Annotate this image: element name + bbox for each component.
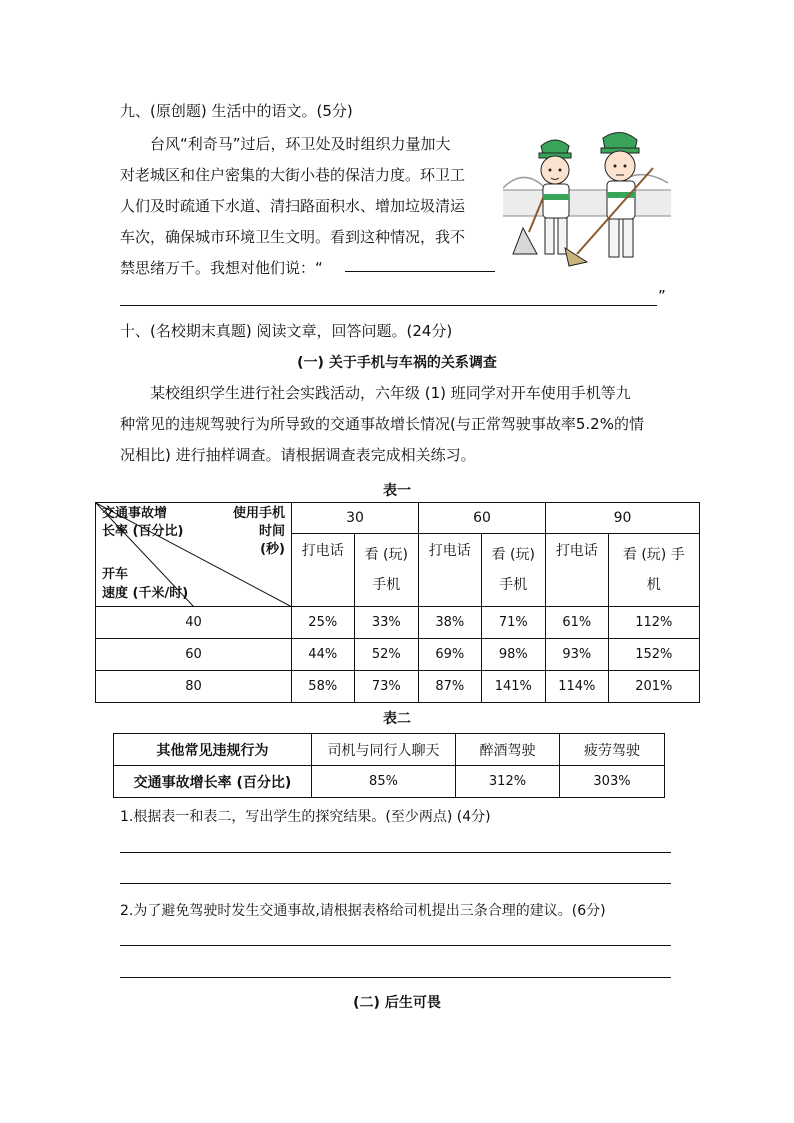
header-cell: 司机与同行人聊天: [312, 734, 456, 766]
passage-line: 台风“利奇马”过后，环卫处及时组织力量加大: [150, 135, 451, 153]
corner-speed-label: [102, 565, 188, 603]
rate-cell: 114%: [546, 671, 609, 703]
row-label-cell: 交通事故增长率 (百分比): [114, 766, 312, 798]
sub-header-call: 打电话: [546, 534, 609, 607]
passage-line: 车次，确保城市环境卫生文明。看到这种情况，我不: [120, 228, 466, 246]
corner-text: (秒): [260, 542, 285, 557]
table-2-caption: 表二: [383, 711, 411, 727]
rate-cell: 58%: [292, 671, 355, 703]
rate-cell: 38%: [419, 607, 482, 639]
corner-text: 长率 (百分比): [102, 524, 184, 539]
answer-line[interactable]: [120, 977, 671, 978]
sub-header-text: 机: [646, 577, 661, 593]
sub-header-phone: [481, 534, 546, 607]
speed-cell: 80: [96, 671, 292, 703]
rate-cell: 52%: [354, 639, 419, 671]
rate-cell: 73%: [354, 671, 419, 703]
table-row: [114, 734, 665, 766]
rate-cell: 87%: [419, 671, 482, 703]
sub-header-text: 手机: [499, 577, 528, 593]
answer-line[interactable]: [345, 271, 495, 272]
corner-text: 开车: [102, 567, 129, 582]
rate-cell: 33%: [354, 607, 419, 639]
intro-line: 某校组织学生进行社会实践活动，六年级 (1) 班同学对开车使用手机等九: [150, 384, 631, 402]
sub-header-call: 打电话: [292, 534, 355, 607]
rate-cell: 112%: [608, 607, 699, 639]
corner-text: 交通事故增: [102, 506, 168, 521]
table-row: [96, 607, 700, 639]
answer-line[interactable]: [120, 305, 657, 306]
header-cell: 疲劳驾驶: [560, 734, 665, 766]
sub-header-text: 手机: [372, 577, 401, 593]
header-cell: 其他常见违规行为: [114, 734, 312, 766]
corner-text: 速度 (千米/时): [102, 586, 189, 601]
rate-cell: 71%: [481, 607, 546, 639]
diagonal-header-cell: [96, 503, 292, 607]
speed-cell: 60: [96, 639, 292, 671]
rate-cell: 69%: [419, 639, 482, 671]
sub-header-phone: [354, 534, 419, 607]
table-2: [113, 733, 665, 798]
sub-header-text: 看 (玩): [364, 547, 408, 563]
time-header: 90: [546, 503, 700, 534]
sub-header-text: 看 (玩): [491, 547, 535, 563]
answer-line[interactable]: [120, 852, 671, 853]
close-quote: ”: [658, 287, 666, 305]
sub-header-text: 看 (玩) 手: [622, 547, 685, 563]
rate-cell: 44%: [292, 639, 355, 671]
sub-header-phone: [608, 534, 699, 607]
rate-cell: 98%: [481, 639, 546, 671]
sub-question-1: 1.根据表一和表二，写出学生的探究结果。(至少两点) (4分): [120, 809, 491, 825]
passage-line: 禁思绪万千。我想对他们说：“: [120, 259, 323, 277]
table-1: [95, 502, 700, 703]
table-row: [96, 639, 700, 671]
rate-cell: 201%: [608, 671, 699, 703]
passage-line: 人们及时疏通下水道、清扫路面积水、增加垃圾清运: [120, 197, 466, 215]
corner-accident-rate-label: [102, 505, 183, 541]
intro-line: 种常见的违规驾驶行为所导致的交通事故增长情况(与正常驾驶事故率5.2%的情: [120, 415, 644, 433]
speed-cell: 40: [96, 607, 292, 639]
section-2-title: (二) 后生可畏: [353, 995, 441, 1011]
rate-cell: 141%: [481, 671, 546, 703]
time-header: 60: [419, 503, 546, 534]
corner-text: 使用手机: [232, 506, 285, 521]
rate-cell: 152%: [608, 639, 699, 671]
rate-cell: 61%: [546, 607, 609, 639]
corner-text: 时间: [258, 524, 285, 539]
rate-cell: 93%: [546, 639, 609, 671]
header-cell: 醉酒驾驶: [456, 734, 560, 766]
survey-intro: [120, 378, 680, 471]
sanitation-workers-illustration: [503, 128, 671, 268]
answer-line[interactable]: [120, 883, 671, 884]
rate-cell: 25%: [292, 607, 355, 639]
intro-line: 况相比) 进行抽样调查。请根据调查表完成相关练习。: [120, 446, 476, 464]
table-row: [114, 766, 665, 798]
question-10-title: 十、(名校期末真题) 阅读文章，回答问题。(24分): [120, 322, 453, 340]
rate-cell: 85%: [312, 766, 456, 798]
rate-cell: 312%: [456, 766, 560, 798]
question-9-title: 九、(原创题) 生活中的语文。(5分): [120, 102, 353, 120]
sub-question-2: 2.为了避免驾驶时发生交通事故,请根据表格给司机提出三条合理的建议。(6分): [120, 903, 606, 919]
answer-line[interactable]: [120, 945, 671, 946]
passage-line: 对老城区和住户密集的大街小巷的保洁力度。环卫工: [120, 166, 466, 184]
time-header: 30: [292, 503, 419, 534]
section-1-title: (一) 关于手机与车祸的关系调查: [297, 355, 497, 371]
table-1-caption: 表一: [383, 483, 411, 499]
corner-phone-time-label: [233, 505, 285, 559]
rate-cell: 303%: [560, 766, 665, 798]
table-row: [96, 671, 700, 703]
sub-header-call: 打电话: [419, 534, 482, 607]
question-9-passage: [120, 129, 510, 284]
